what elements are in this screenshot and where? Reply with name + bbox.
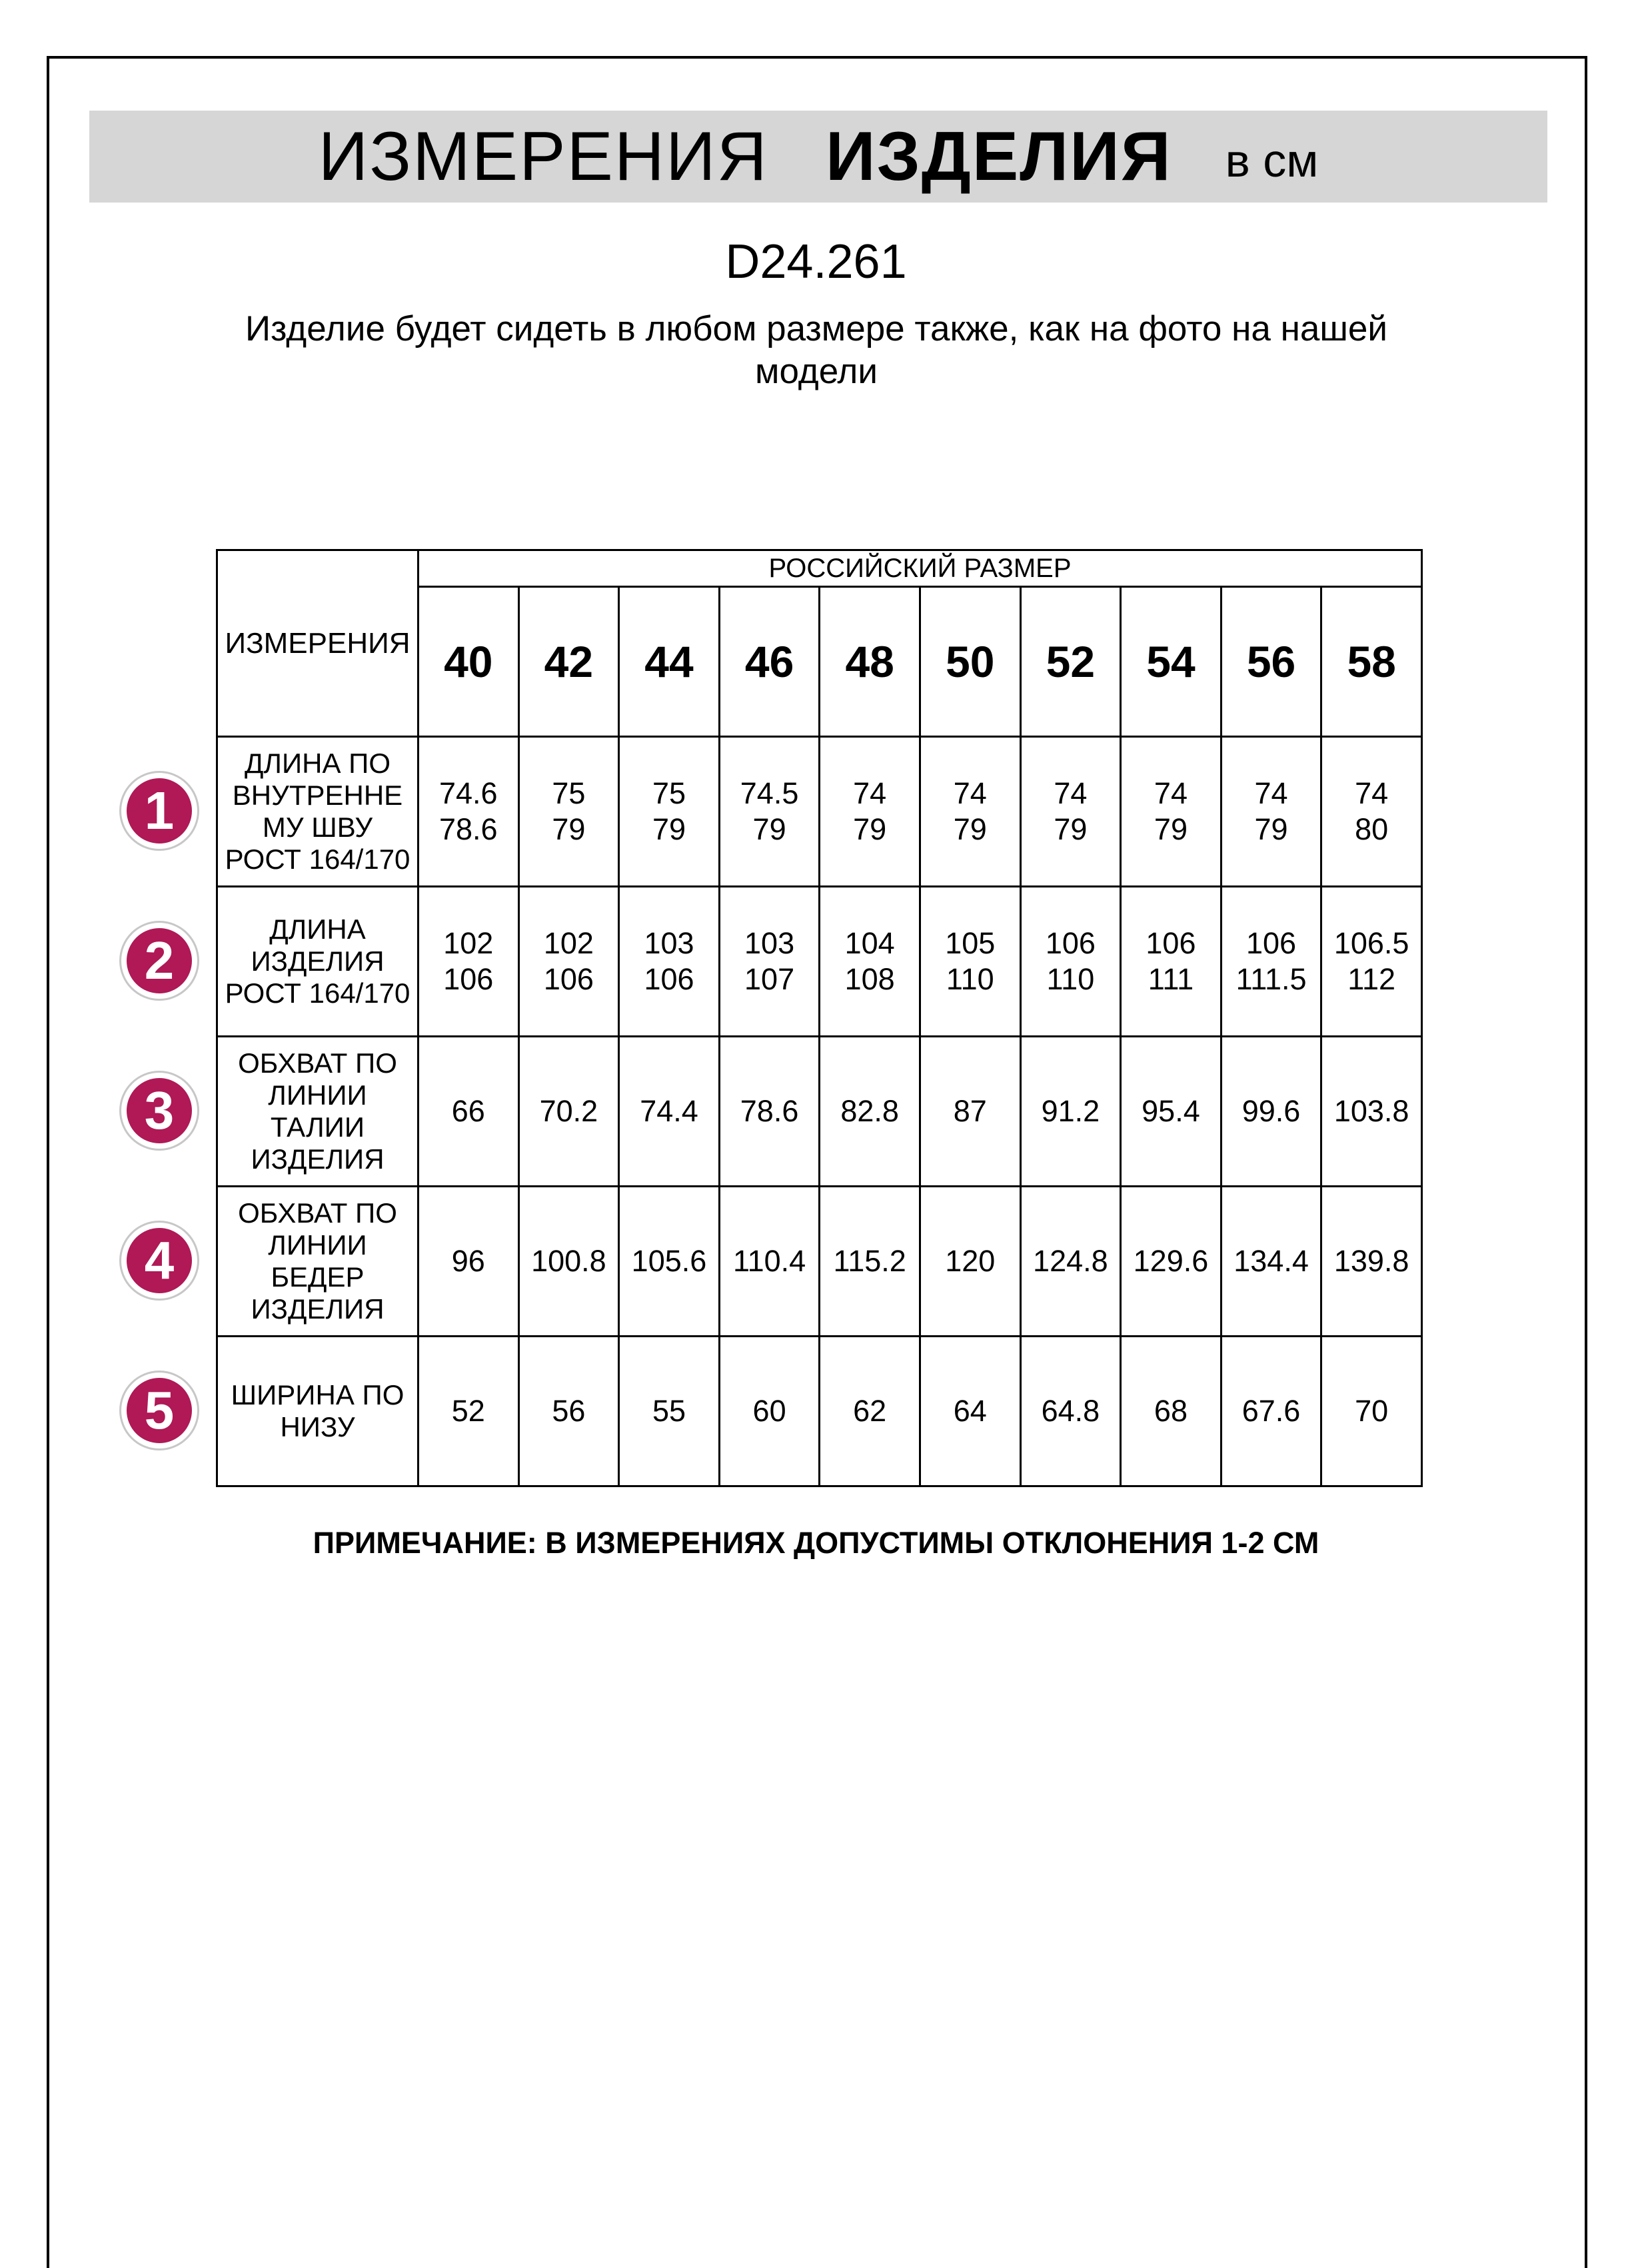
table-cell <box>518 1337 619 1486</box>
table-cell <box>920 887 1020 1037</box>
cell-value: 102 <box>443 926 494 960</box>
cell-value: 52 <box>451 1394 485 1428</box>
table-cell <box>1221 1037 1321 1187</box>
cell-value: 129.6 <box>1133 1244 1209 1278</box>
measurement-number-badge: 4 <box>121 1223 197 1299</box>
table-cell <box>1121 887 1222 1037</box>
cell-value: 106.5 <box>1333 926 1409 960</box>
table-cell <box>920 1037 1020 1187</box>
table-cell <box>719 1187 820 1337</box>
table-cell <box>1321 1337 1422 1486</box>
cell-value: 64.8 <box>1041 1394 1100 1428</box>
cell-value: 79 <box>1054 812 1088 846</box>
cell-value: 55 <box>652 1394 686 1428</box>
table-cell <box>518 1187 619 1337</box>
measurement-number-badge: 2 <box>121 923 197 999</box>
cell-value: 62 <box>853 1394 887 1428</box>
table-cell <box>1121 1337 1222 1486</box>
table-cell <box>719 887 820 1037</box>
cell-value: 110 <box>1046 962 1095 996</box>
cell-value: 91.2 <box>1041 1094 1100 1128</box>
size-header-46: 46 <box>719 587 820 737</box>
table-cell <box>820 1337 920 1486</box>
row-label-line: ИЗДЕЛИЯ <box>251 1293 385 1325</box>
cell-value: 99.6 <box>1241 1094 1301 1128</box>
cell-value: 67.6 <box>1241 1394 1301 1428</box>
table-row <box>217 887 1422 1037</box>
cell-value: 74.6 <box>439 776 498 810</box>
table-row <box>217 1187 1422 1337</box>
cell-value: 80 <box>1355 812 1389 846</box>
table-cell <box>619 1187 720 1337</box>
cell-value: 74 <box>1254 776 1288 810</box>
table-cell <box>418 1037 519 1187</box>
cell-value: 103 <box>644 926 694 960</box>
row-label <box>217 1337 418 1486</box>
cell-value: 110.4 <box>732 1244 806 1278</box>
table-cell <box>820 887 920 1037</box>
size-header-56: 56 <box>1221 587 1321 737</box>
row-label-line: ОБХВАТ ПО <box>238 1197 397 1229</box>
size-header-52: 52 <box>1020 587 1121 737</box>
table-cell <box>518 887 619 1037</box>
table-cell <box>820 1187 920 1337</box>
row-label-line: ИЗДЕЛИЯ <box>251 945 385 977</box>
cell-value: 134.4 <box>1233 1244 1309 1278</box>
table-cell <box>619 887 720 1037</box>
measurement-header: ИЗМЕРЕНИЯ <box>217 550 418 737</box>
article-number: D24.261 <box>725 235 907 288</box>
table-cell <box>1321 737 1422 887</box>
row-label-line: ТАЛИИ <box>270 1111 365 1143</box>
table-cell <box>719 1337 820 1486</box>
cell-value: 56 <box>552 1394 586 1428</box>
row-label-line: НИЗУ <box>280 1411 355 1442</box>
size-header-40: 40 <box>418 587 519 737</box>
table-cell <box>1221 887 1321 1037</box>
table-cell <box>619 737 720 887</box>
row-label <box>217 1037 418 1187</box>
table-cell <box>820 737 920 887</box>
row-label-line: ШИРИНА ПО <box>231 1379 405 1411</box>
cell-value: 96 <box>451 1244 485 1278</box>
cell-value: 79 <box>1154 812 1188 846</box>
title-part1: ИЗМЕРЕНИЯ <box>318 117 768 195</box>
cell-value: 111.5 <box>1235 962 1307 996</box>
table-cell <box>820 1037 920 1187</box>
table-cell <box>1121 737 1222 887</box>
table-cell <box>1121 1187 1222 1337</box>
cell-value: 111 <box>1148 962 1194 996</box>
cell-value: 104 <box>844 926 895 960</box>
cell-value: 108 <box>844 962 895 996</box>
cell-value: 124.8 <box>1033 1244 1108 1278</box>
table-cell <box>518 1037 619 1187</box>
size-header-42: 42 <box>518 587 619 737</box>
row-label-line: ИЗДЕЛИЯ <box>251 1143 385 1175</box>
cell-value: 139.8 <box>1333 1244 1409 1278</box>
cell-value: 74 <box>1154 776 1188 810</box>
cell-value: 74 <box>1355 776 1389 810</box>
cell-value: 82.8 <box>840 1094 899 1128</box>
table-cell <box>920 737 1020 887</box>
cell-value: 87 <box>953 1094 987 1128</box>
title-unit: в см <box>1225 135 1319 187</box>
row-label-line: ДЛИНА <box>269 913 366 945</box>
cell-value: 66 <box>451 1094 485 1128</box>
note: ПРИМЕЧАНИЕ: В ИЗМЕРЕНИЯХ ДОПУСТИМЫ ОТКЛОНЕНИЯ 1-2 СМ <box>313 1526 1319 1560</box>
cell-value: 78.6 <box>439 812 498 846</box>
row-label-line: ЛИНИИ <box>268 1229 367 1261</box>
table-cell <box>1321 1037 1422 1187</box>
row-label-line: РОСТ 164/170 <box>225 844 410 875</box>
table-row <box>217 1037 1422 1187</box>
table-cell <box>418 1187 519 1337</box>
cell-value: 105 <box>945 926 996 960</box>
cell-value: 79 <box>953 812 987 846</box>
cell-value: 103.8 <box>1333 1094 1409 1128</box>
size-table <box>216 549 1423 1487</box>
table-cell <box>1121 1037 1222 1187</box>
row-label <box>217 1187 418 1337</box>
cell-value: 120 <box>945 1244 996 1278</box>
cell-value: 79 <box>752 812 786 846</box>
size-header-50: 50 <box>920 587 1020 737</box>
size-header-48: 48 <box>820 587 920 737</box>
table-cell <box>920 1337 1020 1486</box>
cell-value: 106 <box>443 962 494 996</box>
cell-value: 110 <box>946 962 994 996</box>
table-cell <box>418 887 519 1037</box>
row-label-line: ЛИНИИ <box>268 1079 367 1111</box>
cell-value: 106 <box>1146 926 1196 960</box>
cell-value: 78.6 <box>740 1094 799 1128</box>
cell-value: 70 <box>1355 1394 1389 1428</box>
table-cell <box>920 1187 1020 1337</box>
table-cell <box>418 1337 519 1486</box>
table-cell <box>1020 1037 1121 1187</box>
cell-value: 74 <box>853 776 887 810</box>
subtitle: Изделие будет сидеть в любом размере также, как на фото на нашей модели <box>245 309 1387 391</box>
size-group-header: РОССИЙСКИЙ РАЗМЕР <box>418 550 1422 587</box>
cell-value: 103 <box>744 926 795 960</box>
cell-value: 74 <box>953 776 987 810</box>
table-cell <box>619 1337 720 1486</box>
row-label <box>217 887 418 1037</box>
table-row <box>217 737 1422 887</box>
row-label-line: МУ ШВУ <box>262 812 373 843</box>
table-cell <box>1221 1187 1321 1337</box>
cell-value: 106 <box>1246 926 1297 960</box>
cell-value: 102 <box>543 926 594 960</box>
cell-value: 75 <box>552 776 586 810</box>
table-cell <box>1020 887 1121 1037</box>
table-cell <box>1221 1337 1321 1486</box>
cell-value: 95.4 <box>1142 1094 1200 1128</box>
cell-value: 107 <box>744 962 795 996</box>
cell-value: 105.6 <box>631 1244 707 1278</box>
measurement-number-badge: 3 <box>121 1073 197 1149</box>
cell-value: 64 <box>953 1394 987 1428</box>
cell-value: 100.8 <box>531 1244 606 1278</box>
cell-value: 79 <box>1254 812 1288 846</box>
table-cell <box>719 737 820 887</box>
title-part2: ИЗДЕЛИЯ <box>825 117 1172 195</box>
cell-value: 68 <box>1154 1394 1188 1428</box>
table-cell <box>1321 887 1422 1037</box>
row-label-line: БЕДЕР <box>271 1261 365 1293</box>
size-header-44: 44 <box>619 587 720 737</box>
row-label-line: ВНУТРЕННЕ <box>232 780 403 811</box>
table-cell <box>418 737 519 887</box>
measurement-number-badge: 1 <box>121 773 197 849</box>
row-label-line: ДЛИНА ПО <box>244 748 391 779</box>
cell-value: 79 <box>552 812 586 846</box>
cell-value: 115.2 <box>833 1244 906 1278</box>
measurement-number-badge: 5 <box>121 1373 197 1448</box>
cell-value: 106 <box>543 962 594 996</box>
table-cell <box>719 1037 820 1187</box>
table-cell <box>1020 737 1121 887</box>
title-bar <box>89 111 1547 203</box>
row-label-line: РОСТ 164/170 <box>225 977 410 1009</box>
cell-value: 106 <box>1045 926 1096 960</box>
size-header-54: 54 <box>1121 587 1222 737</box>
cell-value: 74.5 <box>740 776 799 810</box>
cell-value: 74.4 <box>640 1094 698 1128</box>
cell-value: 112 <box>1347 962 1396 996</box>
cell-value: 106 <box>644 962 694 996</box>
table-row <box>217 1337 1422 1486</box>
cell-value: 60 <box>752 1394 786 1428</box>
table-cell <box>619 1037 720 1187</box>
cell-value: 75 <box>652 776 686 810</box>
table-cell <box>1221 737 1321 887</box>
table-cell <box>1321 1187 1422 1337</box>
row-label <box>217 737 418 887</box>
table-cell <box>1020 1187 1121 1337</box>
cell-value: 74 <box>1054 776 1088 810</box>
cell-value: 70.2 <box>539 1094 598 1128</box>
cell-value: 79 <box>652 812 686 846</box>
size-header-58: 58 <box>1321 587 1422 737</box>
cell-value: 79 <box>853 812 887 846</box>
table-cell <box>1020 1337 1121 1486</box>
row-label-line: ОБХВАТ ПО <box>238 1047 397 1079</box>
table-cell <box>518 737 619 887</box>
